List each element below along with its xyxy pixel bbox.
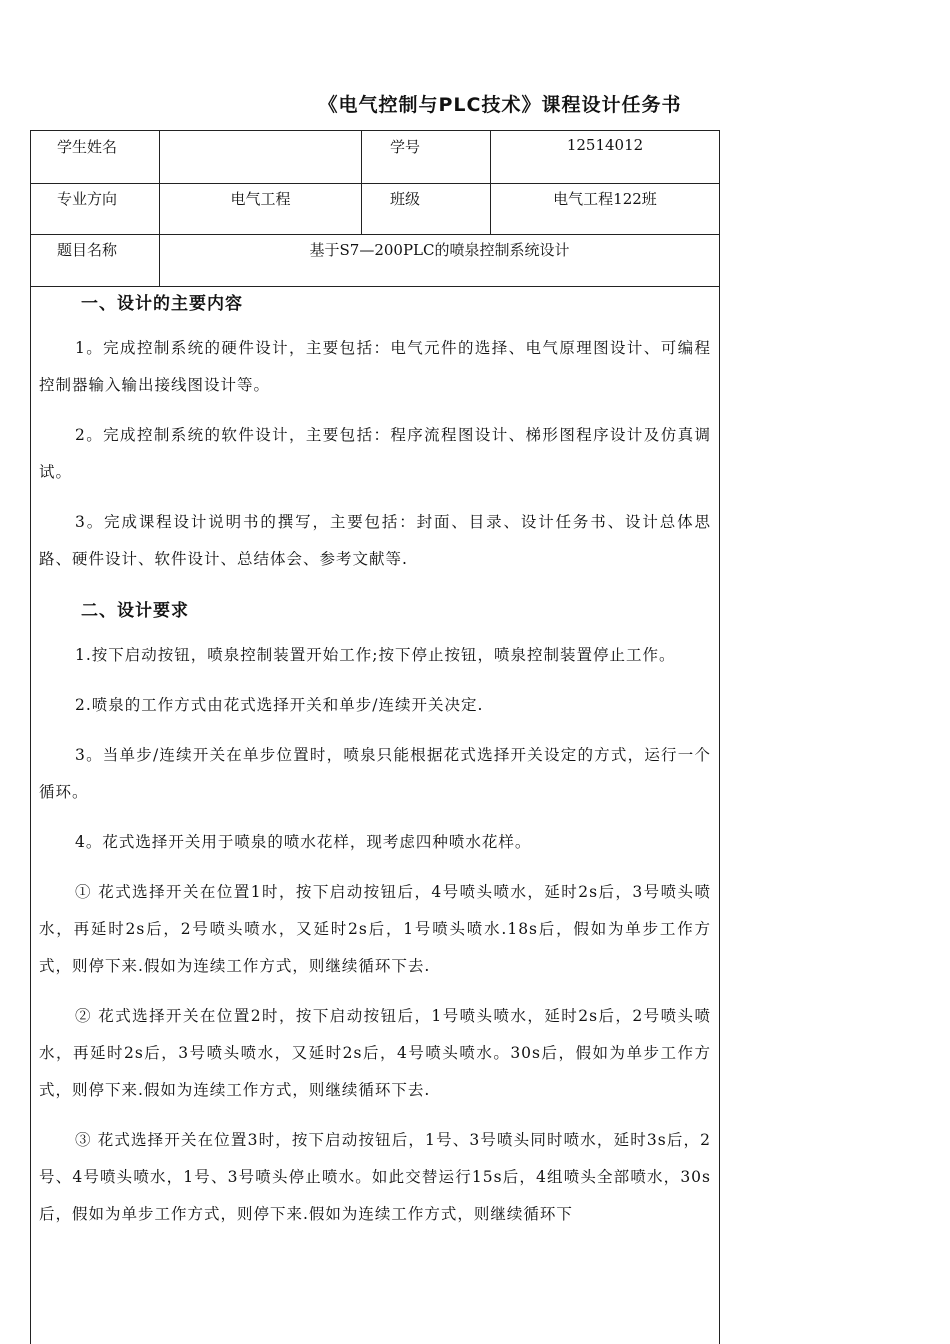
student-name-value-cell — [160, 131, 362, 183]
topic-label-cell — [31, 234, 160, 286]
paragraph: 2。完成控制系统的软件设计，主要包括：程序流程图设计、梯形图程序设计及仿真调试。 — [39, 426, 711, 481]
major-value-cell — [160, 183, 362, 234]
content-body — [31, 287, 719, 1233]
student-id-value: 12514012 — [566, 136, 644, 154]
section-heading: 二、设计要求 — [81, 601, 189, 621]
paragraph: ① 花式选择开关在位置1时，按下启动按钮后，4号喷头喷水，延时2s后，3号喷头喷水，再延时2s后，2号喷头喷水，又延时2s后，1号喷头喷水.18s后，假如为单步工作方式，则停下来.假如为连续工作方式，则继续循环下去. — [39, 883, 711, 975]
paragraph: 1。完成控制系统的硬件设计，主要包括：电气元件的选择、电气原理图设计、可编程控制器输入输出接线图设计等。 — [39, 339, 711, 394]
class-label: 班级 — [390, 190, 421, 208]
paragraph: ② 花式选择开关在位置2时，按下启动按钮后，1号喷头喷水，延时2s后，2号喷头喷水，再延时2s后，3号喷头喷水，又延时2s后，4号喷头喷水。30s后，假如为单步工作方式，则停下来.假如为连续工作方式，则继续循环下去. — [39, 1007, 711, 1099]
paragraph: 3。当单步/连续开关在单步位置时，喷泉只能根据花式选择开关设定的方式，运行一个循环。 — [39, 746, 711, 801]
major-label: 专业方向 — [57, 190, 118, 208]
table-row — [31, 234, 719, 287]
section-heading: 一、设计的主要内容 — [81, 294, 243, 314]
table-row — [31, 183, 719, 235]
student-name-label-cell — [31, 131, 160, 183]
major-value: 电气工程 — [230, 190, 291, 208]
paragraph: 1.按下启动按钮，喷泉控制装置开始工作;按下停止按钮，喷泉控制装置停止工作。 — [75, 646, 676, 664]
table-row — [31, 131, 719, 184]
student-name-label: 学生姓名 — [57, 138, 118, 156]
topic-value: 基于S7—200PLC的喷泉控制系统设计 — [309, 241, 570, 259]
student-id-value-cell — [491, 131, 719, 183]
student-id-label: 学号 — [390, 138, 421, 156]
topic-value-cell — [160, 234, 719, 286]
class-value: 电气工程122班 — [553, 190, 657, 208]
topic-label: 题目名称 — [57, 241, 118, 259]
major-label-cell — [31, 183, 160, 234]
document-title: 《电气控制与PLC技术》课程设计任务书 — [318, 94, 682, 116]
paragraph: 4。花式选择开关用于喷泉的喷水花样，现考虑四种喷水花样。 — [75, 833, 532, 851]
paragraph: 2.喷泉的工作方式由花式选择开关和单步/连续开关决定. — [75, 696, 484, 714]
task-table — [30, 130, 720, 1344]
paragraph: 3。完成课程设计说明书的撰写，主要包括：封面、目录、设计任务书、设计总体思路、硬件设计、软件设计、总结体会、参考文献等. — [39, 513, 711, 568]
paragraph: ③ 花式选择开关在位置3时，按下启动按钮后，1号、3号喷头同时喷水，延时3s后，2号、4号喷头喷水，1号、3号喷头停止喷水。如此交替运行15s后，4组喷头全部喷水，30s后，假如为单步工作方式，则停下来.假如为连续工作方式，则继续循环下 — [39, 1131, 711, 1223]
class-label-cell — [362, 183, 491, 234]
student-id-label-cell — [362, 131, 491, 183]
class-value-cell — [491, 183, 719, 234]
